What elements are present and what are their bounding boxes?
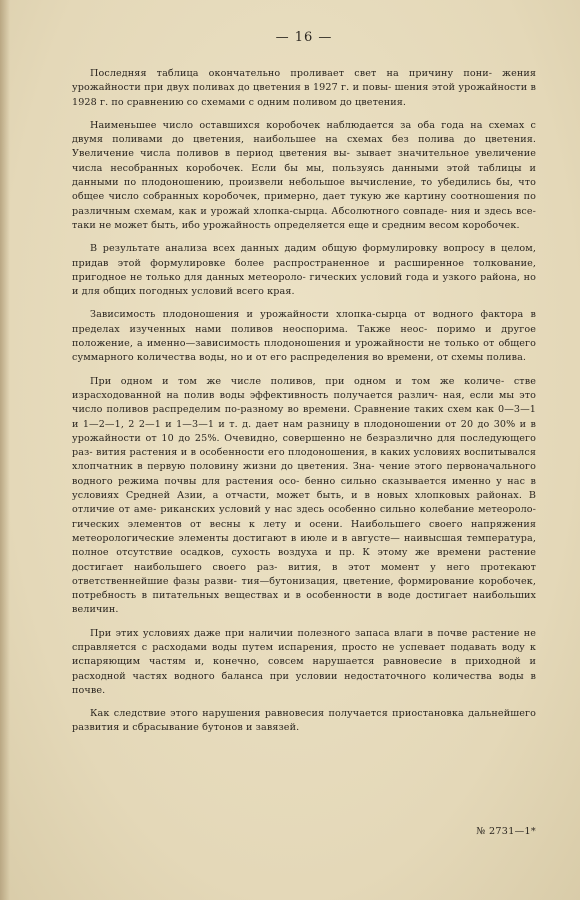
page-number: — 16 — [275,30,333,45]
paragraph-3: В результате анализа всех данных дадим общую формулировку вопросу в целом, придав этой формулировке более распространенное и расширенное толкование, пригодное не только для данных метеороло- гических условий года и узкого района, но и для общих погодных условий всего края. [72,243,536,298]
paragraph-4: Зависимость плодоношения и урожайности хлопка-сырца от водного фактора в пределах изученных нами поливов неоспорима. Также неос- поримо и другое положение, а именно—зависимость плодоношения и урожайности не только от общего суммарного количества воды, но и от его распределения во времени, от схемы полива. [72,309,536,364]
paragraph-2: Наименьшее число оставшихся коробочек наблюдается за оба года на схемах с двумя поливами до цветения, наибольшее на схемах без полива до цветения. Увеличение числа поливов в период цветения вы- зывает значительное увеличение числа несобранных коробочек. Если бы мы, пользуясь данными этой таблицы и данными по плодоношению, произвели небольшое вычисление, то убедились бы, что общее число собранных коробочек, примерно, дает тукую же картину соотношения по различным схемам, как и урожай хлопка-сырца. Абсолютного совпаде- ния и здесь все-таки не может быть, ибо урожайность определяется еще и средним весом коробочек. [72,119,536,231]
paragraph-6: При этих условиях даже при наличии полезного запаса влаги в почве растение не справляется с расходами воды путем испарения, просто не успевает подавать воду к испаряющим частям и, конечно, совсем нарушается равновесие в приходной и расходной частях водного баланса при условии недостаточного количества воды в почве. [72,627,536,696]
printer-signature-mark: № 2731—1* [476,826,536,837]
paragraph-7: Как следствие этого нарушения равновесия получается приостановка дальнейшего развития и сбрасывание бутонов и завязей. [72,708,536,734]
paragraph-5: При одном и том же числе поливов, при одном и том же количе- стве израсходованной на полив воды эффективность получается различ- ная, если мы это число поливов распределим по-разному во времени. Сравнение таких схем как 0—3—1 и 1—2—1, 2 2—1 и 1—3—1 и т. д. дает нам разницу в плодоношении от 20 до 30% и в урожайности от 10 до 25%. Очевидно, совершенно не безразлично для последующего раз- вития растения и в особенности его плодоношения, в каких условиях воспитывался хлопчатник в первую половину жизни до цветения. Зна- чение этого первоначального водного режима почвы для растения осо- бенно сильно сказывается именно у нас в условиях Средней Азии, а отчасти, может быть, и в новых хлопковых районах. В отличие от аме- риканских условий у нас здесь особенно сильно колебание метеороло- гических элементов от весны к лету и осени. Наибольшего своего напряжения метеорологические элементы достигают в июле и в августе— наивысшая температура, полное отсутствие осадков, сухость воздуха и пр. К этому же времени растение достигает наибольшего своего раз- вития, в этот момент у него протекают ответственнейшие фазы разви- тия—бутонизация, цветение, формирование коробочек, потребность в питательных веществах и в особенности в воде достигает наибольших величин. [72,375,536,616]
paragraph-1: Последняя таблица окончательно проливает свет на причину пони- жения урожайности при двух поливах до цветения в 1927 г. и повы- шения этой урожайности в 1928 г. по сравнению со схемами с одним поливом до цветения. [72,68,536,108]
